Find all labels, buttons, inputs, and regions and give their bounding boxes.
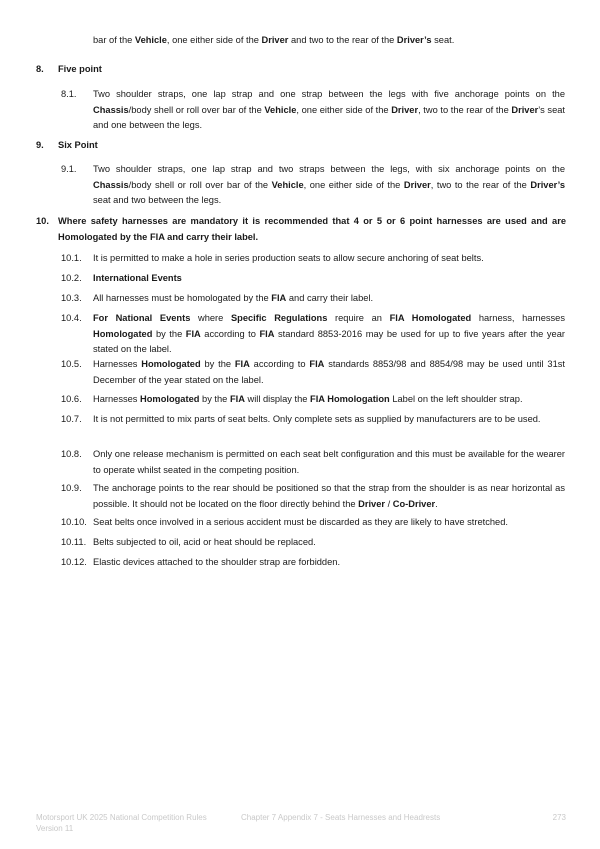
bold-term: Chassis <box>93 104 129 115</box>
text-run: All harnesses must be homologated by the <box>93 293 272 303</box>
text-run: /body shell or roll over bar of the <box>128 104 265 115</box>
bold-term: FIA Homologation <box>310 394 390 404</box>
text-run: , two to the rear of the <box>430 179 531 190</box>
bold-term: FIA <box>185 328 201 339</box>
bold-term: Driver <box>403 179 431 190</box>
bold-term: Specific Regulations <box>230 313 328 323</box>
text-run: Two shoulder straps, one lap strap and one strap between the legs with five anchorage points on the <box>93 89 565 99</box>
page-number: 273 <box>552 813 566 822</box>
bold-term: FIA <box>259 328 275 339</box>
clause-number: 10.4. <box>61 313 82 323</box>
clause-text <box>93 251 565 267</box>
text-run: according to <box>200 328 260 339</box>
section-number: 10. <box>36 216 49 226</box>
text-run: and carry their label. <box>286 293 374 303</box>
clause-number: 10.8. <box>61 449 82 459</box>
text-run: standard 8853-2016 may be used for up to five years after the year stated on the label. <box>93 328 565 354</box>
clause-text <box>93 555 565 571</box>
bold-term: Driver’s <box>530 179 565 190</box>
clause-text <box>93 535 565 551</box>
footer-version: Version 11 <box>36 824 74 833</box>
clause-text <box>93 515 565 531</box>
bold-term: Driver <box>358 498 386 509</box>
text-run: , one either side of the <box>166 35 262 45</box>
section-title: Where safety harnesses are mandatory it is recommended that 4 or 5 or 6 point harnesses are used and are Homologated by the FIA and carry their label. <box>58 216 566 242</box>
bold-term: Driver <box>511 104 539 115</box>
clause-number: 10.1. <box>61 253 82 263</box>
bold-term: FIA Homologated <box>389 313 472 323</box>
section-number: 9. <box>36 140 44 150</box>
bold-term: FIA <box>229 394 245 404</box>
clause-text <box>93 311 565 358</box>
footer-chapter: Chapter 7 Appendix 7 - Seats Harnesses and Headrests <box>241 813 441 822</box>
text-run: and two to the rear of the <box>288 35 397 45</box>
bold-term: Vehicle <box>271 179 304 190</box>
text-run: according to <box>249 359 310 369</box>
text-run: by the <box>200 359 235 369</box>
section-title: Six Point <box>58 140 98 150</box>
text-run: by the <box>152 328 186 339</box>
text-run: Elastic devices attached to the shoulder strap are forbidden. <box>93 557 341 567</box>
bold-term: Homologated <box>140 394 200 404</box>
clause-text <box>93 291 565 307</box>
clause-text <box>93 87 565 134</box>
clause-text <box>93 392 565 408</box>
clause-number: 10.7. <box>61 414 82 424</box>
bold-term: Driver <box>391 104 419 115</box>
text-run: ’s seat and one between the legs. <box>93 104 565 130</box>
text-run: harness, harnesses <box>471 313 566 323</box>
clause-text <box>93 412 565 428</box>
text-run: require an <box>327 313 390 323</box>
bold-term: Homologated <box>93 328 153 339</box>
bold-term: FIA <box>234 359 250 369</box>
clause-number: 10.2. <box>61 273 82 283</box>
clause-number: 10.10. <box>61 517 87 527</box>
continuation-paragraph <box>93 33 565 49</box>
section-number: 8. <box>36 64 44 74</box>
text-run: standards 8853/98 and 8854/98 may be used until 31st December of the year stated on the label. <box>93 359 565 385</box>
clause-number: 10.9. <box>61 483 82 493</box>
clause-text <box>93 357 565 388</box>
text-run: bar of the <box>93 35 135 45</box>
clause-number: 10.3. <box>61 293 82 303</box>
text-run: will display the <box>244 394 311 404</box>
clause-number: 9.1. <box>61 164 77 174</box>
clause-number: 10.5. <box>61 359 82 369</box>
text-run: , one either side of the <box>303 179 404 190</box>
text-run: Seat belts once involved in a serious accident must be discarded as they are likely to have stretched. <box>93 517 508 527</box>
bold-term: Chassis <box>93 179 129 190</box>
text-run: Only one release mechanism is permitted on each seat belt configuration and this must be available for the wearer to operate whilst seated in the competing position. <box>93 449 565 475</box>
bold-term: Co-Driver <box>392 498 436 509</box>
bold-term: Vehicle <box>134 35 167 45</box>
clause-text <box>93 447 565 478</box>
text-run: It is not permitted to mix parts of seat belts. Only complete sets as supplied by manufacturers are to be used. <box>93 414 541 424</box>
text-run: Harnesses <box>93 394 141 404</box>
bold-term: FIA <box>271 293 287 303</box>
bold-term: FIA <box>309 359 325 369</box>
clause-number: 8.1. <box>61 89 77 99</box>
clause-text <box>93 271 565 287</box>
text-run: where <box>190 313 231 323</box>
bold-term: For National Events <box>93 313 191 323</box>
bold-term: Vehicle <box>264 104 297 115</box>
bold-term: International Events <box>93 273 182 283</box>
text-run: / <box>385 498 393 509</box>
text-run: , one either side of the <box>296 104 392 115</box>
clause-number: 10.11. <box>61 537 87 547</box>
text-run: seat and two between the legs. <box>93 195 222 205</box>
text-run: . <box>435 498 438 509</box>
bold-term: Driver <box>261 35 289 45</box>
text-run: /body shell or roll over bar of the <box>128 179 272 190</box>
bold-term: Homologated <box>141 359 201 369</box>
footer-title: Motorsport UK 2025 National Competition Rules <box>36 813 207 822</box>
clause-text <box>93 481 565 512</box>
text-run: Two shoulder straps, one lap strap and two straps between the legs, with six anchorage points on the <box>93 164 565 174</box>
text-run: It is permitted to make a hole in series production seats to allow secure anchoring of seat belts. <box>93 253 484 263</box>
text-run: Harnesses <box>93 359 142 369</box>
bold-term: Driver’s <box>396 35 432 45</box>
text-run: Label on the left shoulder strap. <box>389 394 523 404</box>
section-title: Five point <box>58 64 102 74</box>
clause-text <box>93 162 565 209</box>
text-run: Belts subjected to oil, acid or heat should be replaced. <box>93 537 316 547</box>
text-run: The anchorage points to the rear should be positioned so that the strap from the shoulder is as near horizontal as possible. It should not be located on the floor directly behind the <box>93 483 565 509</box>
text-run: , two to the rear of the <box>418 104 512 115</box>
clause-number: 10.6. <box>61 394 82 404</box>
clause-number: 10.12. <box>61 557 87 567</box>
text-run: seat. <box>431 35 455 45</box>
text-run: by the <box>199 394 230 404</box>
